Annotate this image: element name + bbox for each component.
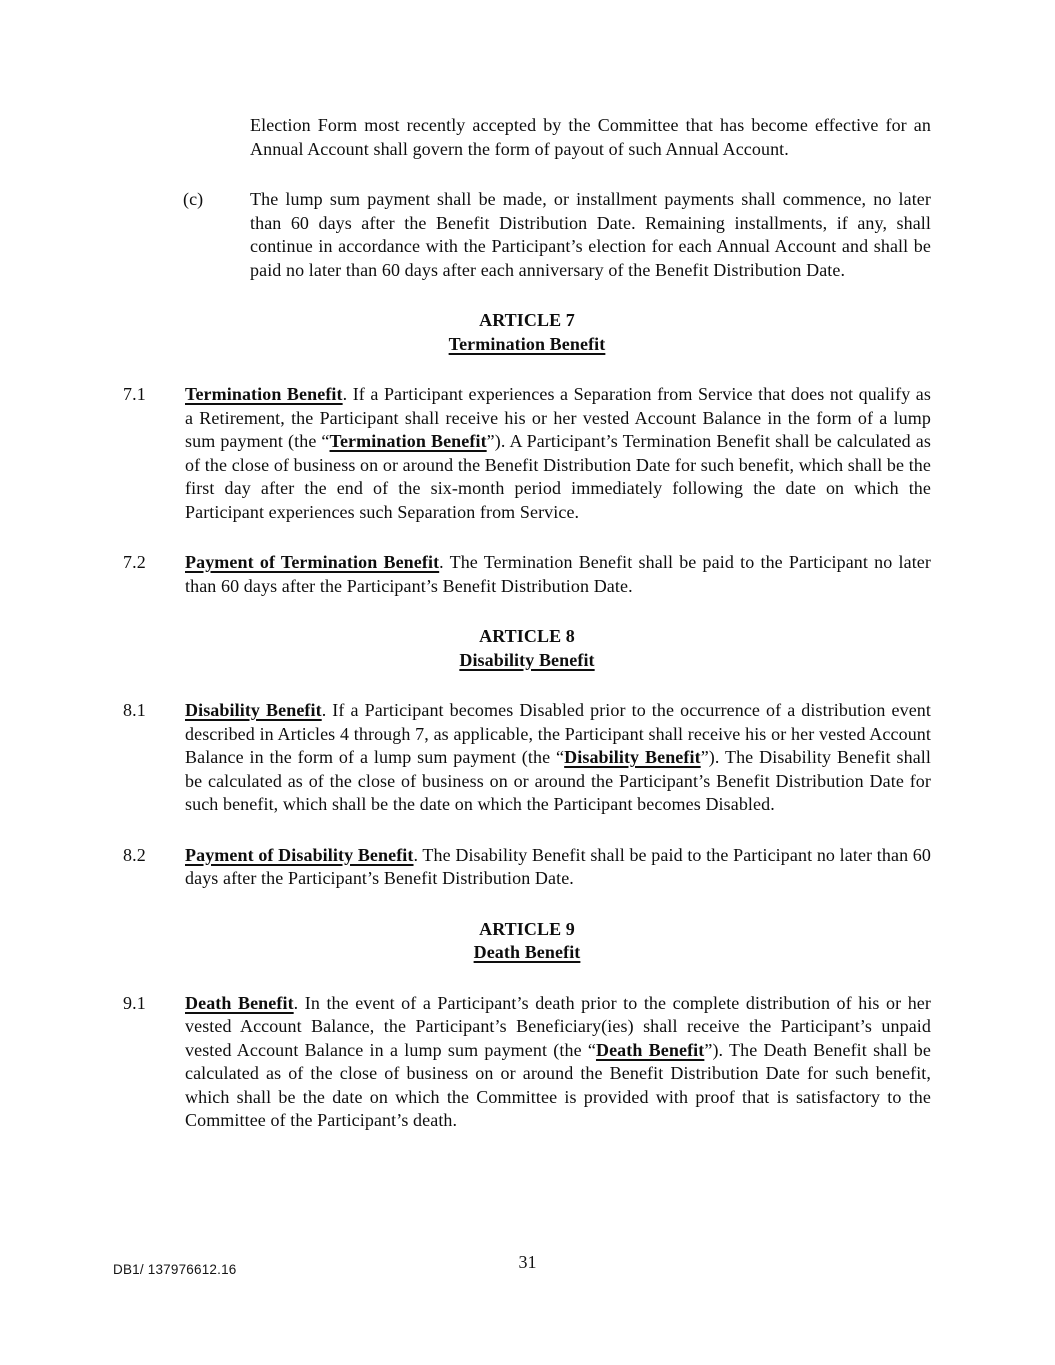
section-7-2 bbox=[123, 551, 931, 598]
section-8-1-text: Disability Benefit. If a Participant becomes Disabled prior to the occurrence of a distribution event described in Articles 4 through 7, as applicable, the Participant shall receive his or her vested Account Balance in the form of a lump sum payment (the “Disability Benefit”). The Disability Benefit shall be calculated as of the close of business on or around the Participant’s Benefit Distribution Date for such benefit, which shall be the date on which the Participant becomes Disabled. bbox=[185, 700, 931, 814]
article-8-subtitle: Disability Benefit bbox=[459, 649, 595, 670]
section-7-1-number: 7.1 bbox=[123, 384, 146, 404]
list-item-c-text: The lump sum payment shall be made, or installment payments shall commence, no later than 60 days after the Benefit Distribution Date. Remaining installments, if any, shall continue in accordance with the Participant’s election for each Annual Account and shall be paid no later than 60 days after each anniversary of the Benefit Distribution Date. bbox=[250, 189, 931, 280]
section-8-1-number: 8.1 bbox=[123, 700, 146, 720]
section-7-2-text: Payment of Termination Benefit. The Termination Benefit shall be paid to the Participant no later than 60 days after the Participant’s Benefit Distribution Date. bbox=[185, 552, 931, 596]
page-body bbox=[123, 114, 931, 1160]
article-9-subtitle: Death Benefit bbox=[473, 942, 581, 962]
section-9-1 bbox=[123, 992, 931, 1133]
section-7-1 bbox=[123, 383, 931, 524]
article-7-title: ARTICLE 7 bbox=[479, 310, 575, 330]
section-9-1-text: Death Benefit. In the event of a Participant’s death prior to the complete distribution of his or her vested Account Balance, the Participant’s Beneficiary(ies) shall receive the Participant’s unpaid vested Account Balance in a lump sum payment (the “Death Benefit”). The Death Benefit shall be calculated as of the close of business on or around the Benefit Distribution Date for such benefit, which shall be the date on which the Committee is provided with proof that is satisfactory to the Committee of the Participant’s death. bbox=[185, 992, 931, 1130]
section-7-1-text: Termination Benefit. If a Participant experiences a Separation from Service that does not qualify as a Retirement, the Participant shall receive his or her vested Account Balance in the form of a lump sum payment (the “Termination Benefit”). A Participant’s Termination Benefit shall be calculated as of the close of business on or around the Benefit Distribution Date for such benefit, which shall be the first day after the end of the six-month period immediately following the date on which the Participant experiences such Separation from Service. bbox=[185, 384, 931, 522]
section-9-1-number: 9.1 bbox=[123, 992, 146, 1013]
article-9-title: ARTICLE 9 bbox=[479, 918, 575, 939]
article-7-heading bbox=[123, 309, 931, 356]
article-8-heading bbox=[123, 625, 931, 672]
section-8-2-number: 8.2 bbox=[123, 844, 146, 865]
article-8-title: ARTICLE 8 bbox=[479, 626, 575, 646]
footer-document-id: DB1/ 137976612.16 bbox=[113, 1262, 237, 1277]
section-7-2-number: 7.2 bbox=[123, 552, 146, 572]
section-8-1 bbox=[123, 699, 931, 817]
page-number: 31 bbox=[518, 1252, 537, 1272]
article-7-subtitle: Termination Benefit bbox=[448, 333, 606, 354]
list-item-c bbox=[123, 188, 931, 282]
paragraph-continuation: Election Form most recently accepted by the Committee that has become effective for an Annual Account shall govern the form of payout of such Annual Account. bbox=[250, 115, 931, 159]
article-9-heading bbox=[123, 918, 931, 965]
section-8-2-text: Payment of Disability Benefit. The Disability Benefit shall be paid to the Participant no later than 60 days after the Participant’s Benefit Distribution Date. bbox=[185, 844, 932, 888]
list-item-c-label: (c) bbox=[183, 189, 204, 209]
section-8-2 bbox=[123, 844, 931, 891]
